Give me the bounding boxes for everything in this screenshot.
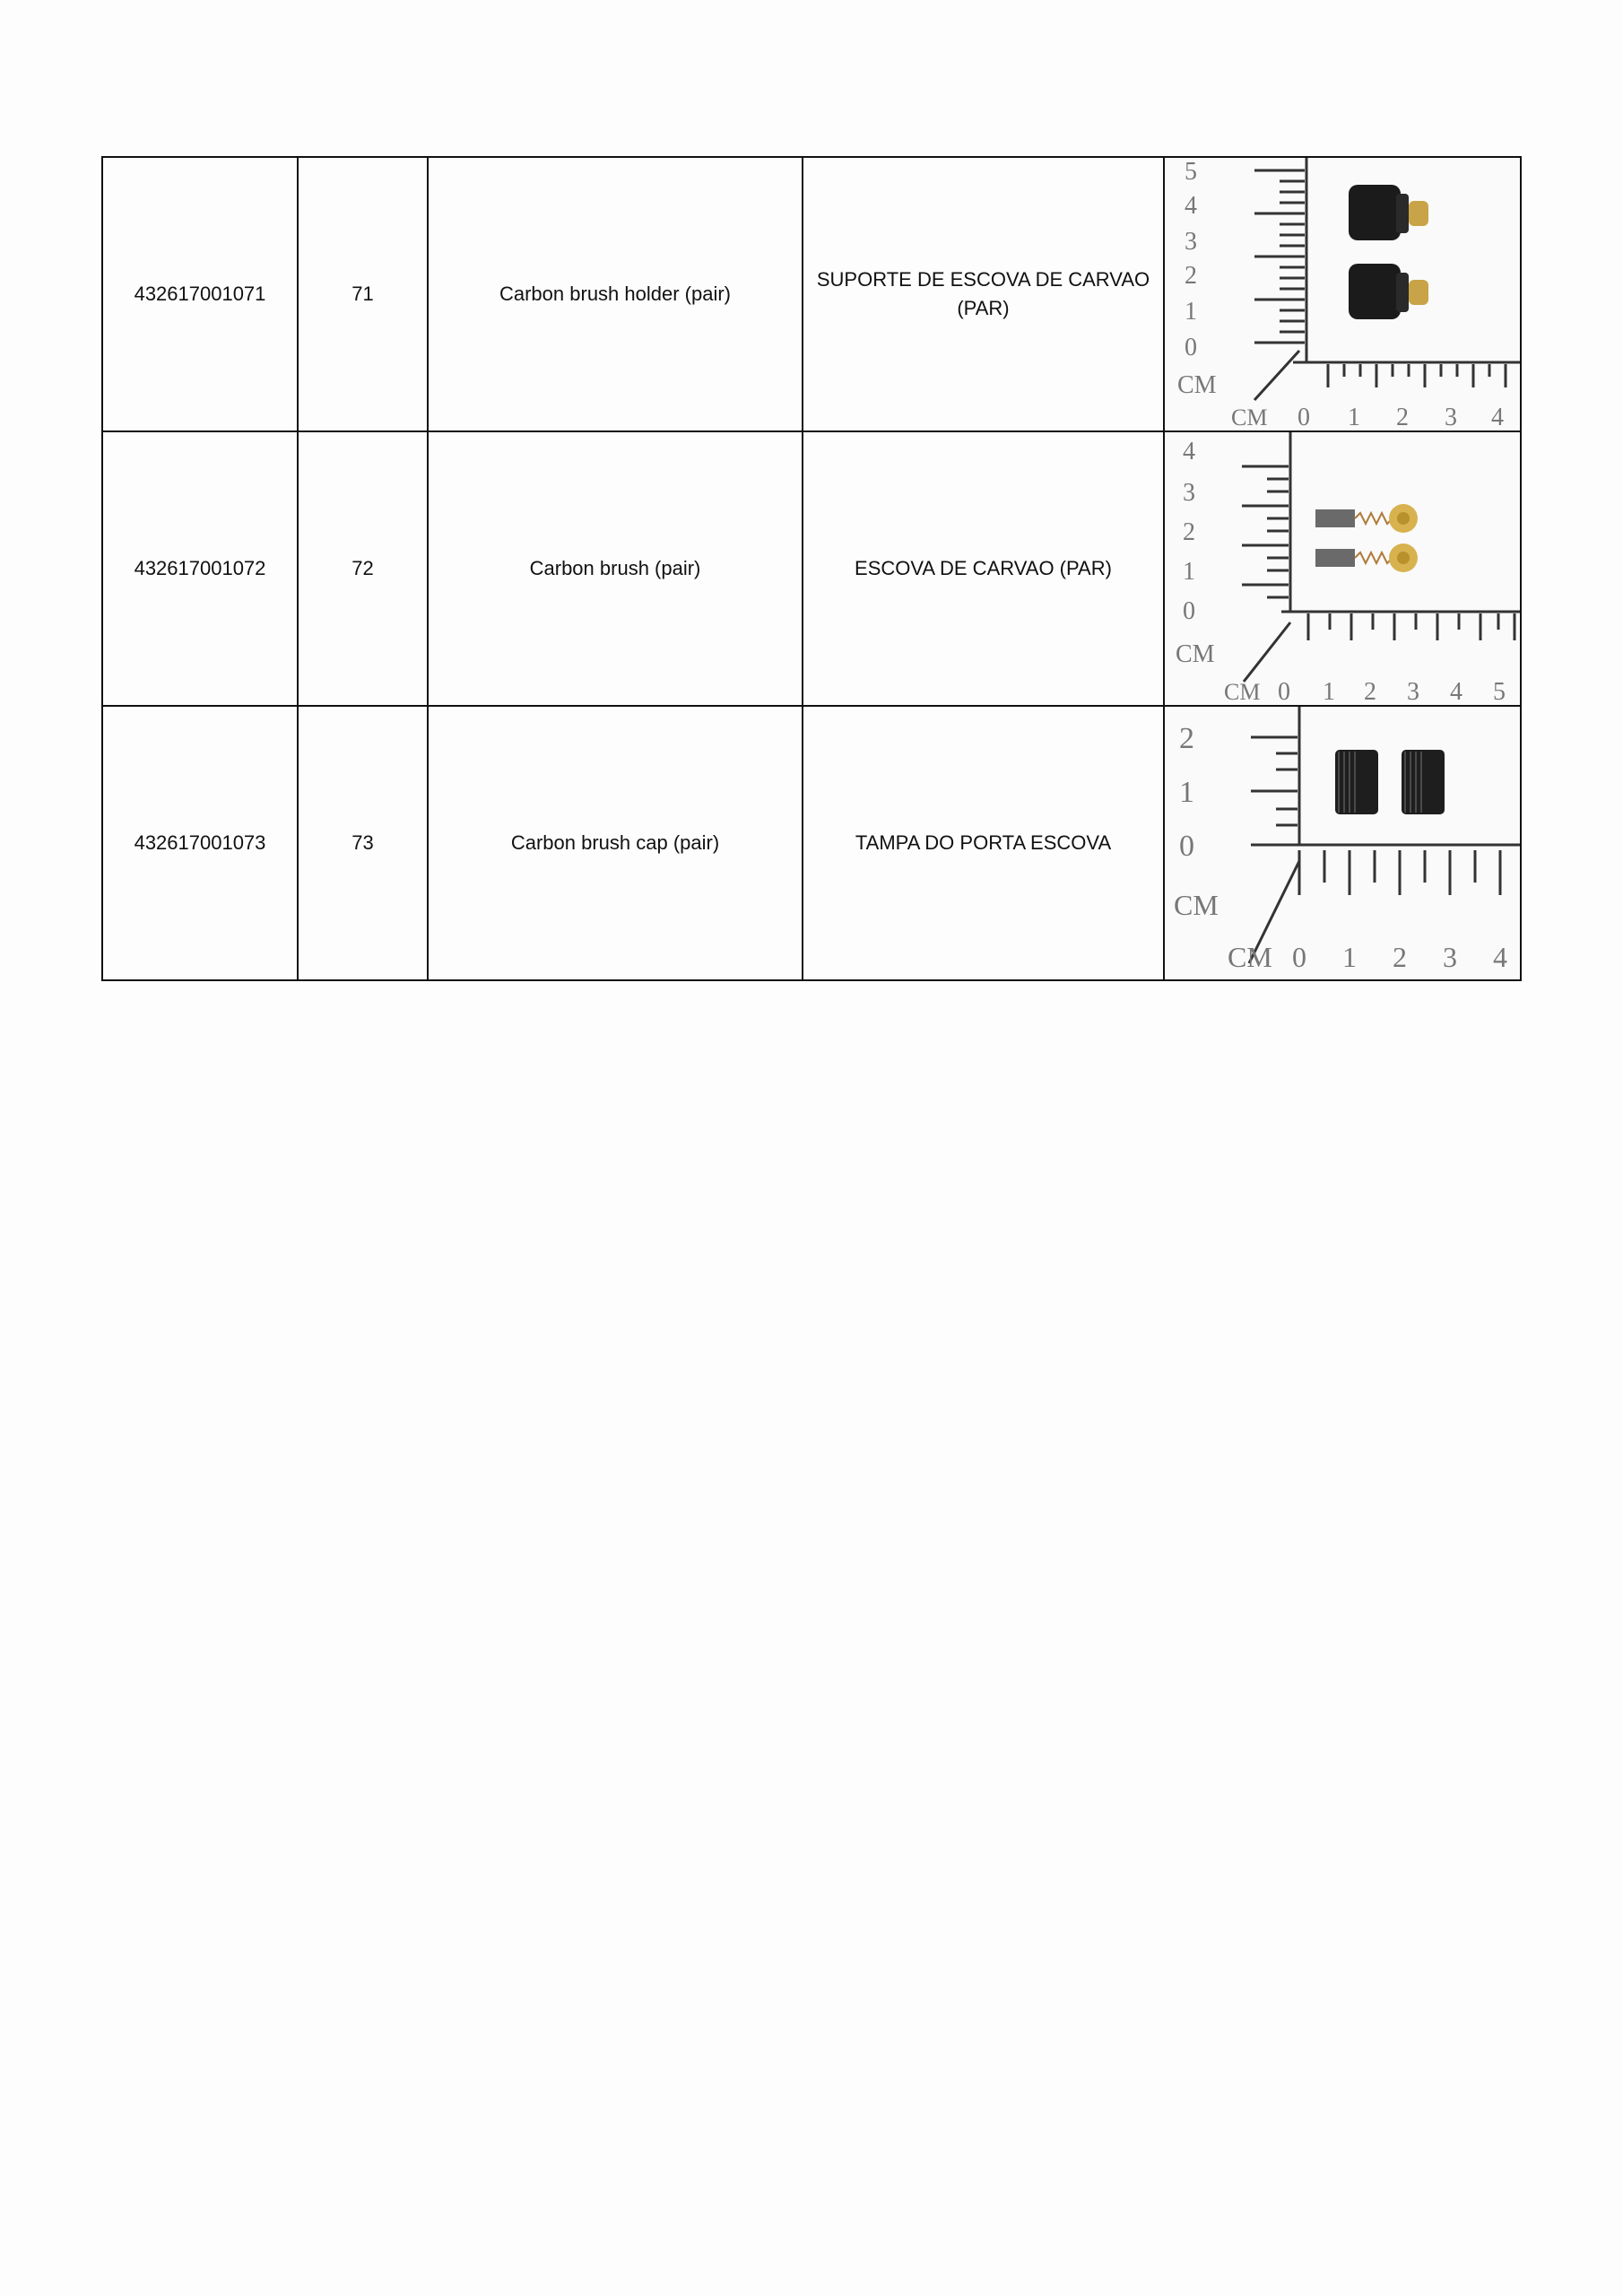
description-english: Carbon brush holder (pair)	[428, 157, 803, 431]
item-number: 71	[298, 157, 428, 431]
ruler-tick-label: 1	[1348, 404, 1360, 430]
table-row	[102, 157, 1521, 431]
ruler-tick-label: 2	[1393, 941, 1407, 973]
item-number: 73	[298, 706, 428, 980]
ruler-tick-label: 0	[1292, 941, 1306, 973]
ruler-tick-label: 3	[1183, 479, 1195, 507]
parts-table	[101, 156, 1522, 981]
description-english: Carbon brush (pair)	[428, 431, 803, 706]
ruler-tick-label: 0	[1179, 830, 1194, 863]
ruler-tick-label: 0	[1183, 597, 1195, 625]
description-portuguese: SUPORTE DE ESCOVA DE CARVAO (PAR)	[803, 157, 1164, 431]
ruler-tick-label: 2	[1364, 678, 1376, 705]
ruler-tick-label: 3	[1445, 404, 1457, 430]
table-row	[102, 431, 1521, 706]
description-english: Carbon brush cap (pair)	[428, 706, 803, 980]
ruler-tick-label: 4	[1493, 941, 1507, 973]
ruler-unit-label: CM	[1176, 640, 1215, 668]
item-number: 72	[298, 431, 428, 706]
ruler-tick-label: 1	[1323, 678, 1335, 705]
ruler-tick-label: 1	[1342, 941, 1357, 973]
ruler-tick-label: 2	[1183, 518, 1195, 546]
ruler-tick-label: 4	[1450, 678, 1462, 705]
ruler-unit-label: CM	[1224, 679, 1261, 705]
ruler-tick-label: 3	[1407, 678, 1419, 705]
description-portuguese: TAMPA DO PORTA ESCOVA	[803, 706, 1164, 980]
ruler-unit-label: CM	[1177, 371, 1217, 399]
part-code: 432617001073	[102, 706, 298, 980]
description-portuguese: ESCOVA DE CARVAO (PAR)	[803, 431, 1164, 706]
ruler-tick-label: 0	[1278, 678, 1290, 705]
part-photo	[1165, 158, 1520, 430]
ruler-tick-label: 0	[1185, 334, 1197, 361]
ruler-tick-label: 3	[1443, 941, 1457, 973]
ruler-unit-label: CM	[1228, 941, 1272, 973]
ruler-tick-label: 0	[1298, 404, 1310, 430]
table-row	[102, 706, 1521, 980]
ruler-unit-label: CM	[1174, 889, 1219, 921]
ruler-tick-label: 5	[1493, 678, 1506, 705]
ruler-tick-label: 2	[1396, 404, 1409, 430]
ruler-tick-label: 1	[1179, 776, 1194, 809]
ruler-tick-label: 2	[1185, 262, 1197, 290]
part-code: 432617001072	[102, 431, 298, 706]
ruler-tick-label: 1	[1185, 298, 1197, 326]
ruler-tick-label: 2	[1179, 722, 1194, 755]
ruler-tick-label: 3	[1185, 228, 1197, 256]
ruler-unit-label: CM	[1231, 404, 1268, 430]
part-code: 432617001071	[102, 157, 298, 431]
part-photo	[1165, 707, 1520, 979]
ruler-tick-label: 5	[1185, 158, 1197, 186]
ruler-tick-label: 1	[1183, 558, 1195, 586]
ruler-tick-label: 4	[1185, 192, 1197, 220]
part-photo	[1165, 432, 1520, 705]
ruler-tick-label: 4	[1491, 404, 1504, 430]
ruler-tick-label: 4	[1183, 438, 1195, 465]
